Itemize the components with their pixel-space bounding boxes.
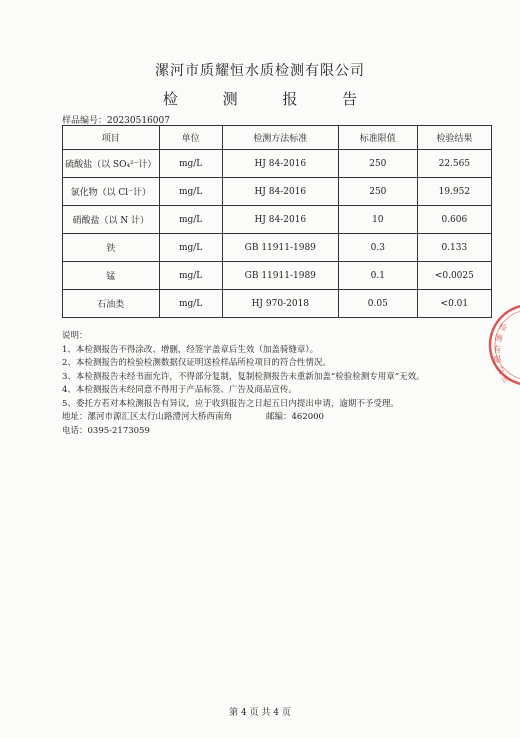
cell-result: 22.565 <box>417 150 491 178</box>
cell-item: 氯化物（以 Cl⁻计） <box>63 178 160 206</box>
note-item: 1、本检测报告不得涂改、增删，经签字盖章后生效（加盖骑缝章）。 <box>62 344 319 355</box>
cell-item: 硝酸盐（以 N 计） <box>63 206 160 234</box>
cell-limit: 0.3 <box>338 234 417 262</box>
cell-unit: mg/L <box>159 206 222 234</box>
report-title: 检 测 报 告 <box>162 90 378 108</box>
cell-method: HJ 84-2016 <box>222 150 338 178</box>
cell-method: HJ 970-2018 <box>222 290 338 318</box>
column-header-result: 检验结果 <box>417 126 491 150</box>
address-line <box>62 411 502 425</box>
cell-result: 0.606 <box>417 206 491 234</box>
postcode: 邮编：462000 <box>266 412 324 422</box>
phone: 电话：0395-2173059 <box>62 425 150 436</box>
svg-text:公: 公 <box>495 364 507 376</box>
cell-method: GB 11911-1989 <box>222 234 338 262</box>
note-item: 2、本检测报告的检验检测数据仅证明送检样品所检项目的符合性情况。 <box>62 358 331 368</box>
company-name: 漯河市质耀恒水质检测有限公司 <box>155 63 365 79</box>
column-header-item: 项目 <box>63 126 160 150</box>
cell-limit: 0.05 <box>338 290 417 318</box>
table-row <box>63 290 492 318</box>
svg-text:有: 有 <box>493 345 501 354</box>
cell-limit: 10 <box>338 206 417 234</box>
column-header-unit: 单位 <box>159 126 222 150</box>
cell-method: HJ 84-2016 <box>222 178 338 206</box>
cell-unit: mg/L <box>159 262 222 290</box>
page-number: 第 4 页 共 4 页 <box>229 708 291 718</box>
cell-unit: mg/L <box>159 150 222 178</box>
note-item: 5、委托方若对本检测报告有异议，应于收到报告之日起五日内提出申请，逾期不予受理。 <box>62 398 399 409</box>
cell-method: GB 11911-1989 <box>222 262 338 290</box>
note-item: 3、本检测报告未经书面允许，不得部分复制，复制检测报告未重新加盖“检验检测专用章”无效。 <box>62 371 425 382</box>
svg-text:限: 限 <box>492 354 503 365</box>
cell-unit: mg/L <box>159 178 222 206</box>
notes-section <box>62 330 502 438</box>
cell-item: 硫酸盐（以 SO₄²⁻计） <box>63 150 160 178</box>
table-row <box>63 262 492 290</box>
cell-unit: mg/L <box>159 234 222 262</box>
partial-seal-stamp <box>486 300 520 390</box>
column-header-limit: 标准限值 <box>338 126 417 150</box>
svg-text:检: 检 <box>497 321 509 334</box>
table-row <box>63 206 492 234</box>
cell-method: HJ 84-2016 <box>222 206 338 234</box>
table-row <box>63 150 492 178</box>
cell-item: 铁 <box>63 234 160 262</box>
sample-number: 样品编号：20230516007 <box>62 116 170 126</box>
cell-limit: 250 <box>338 178 417 206</box>
note-item: 4、本检测报告未经同意不得用于产品标签、广告及商品宣传。 <box>62 385 297 395</box>
cell-limit: 0.1 <box>338 262 417 290</box>
results-table <box>62 125 492 318</box>
svg-text:司: 司 <box>499 373 512 386</box>
notes-heading: 说明： <box>62 331 88 341</box>
cell-item: 锰 <box>63 262 160 290</box>
cell-result: 19.952 <box>417 178 491 206</box>
table-row <box>63 178 492 206</box>
cell-item: 石油类 <box>63 290 160 318</box>
svg-text:测: 测 <box>493 333 504 344</box>
column-header-method: 检测方法标准 <box>222 126 338 150</box>
cell-limit: 250 <box>338 150 417 178</box>
cell-result: <0.0025 <box>417 262 491 290</box>
cell-result: <0.01 <box>417 290 491 318</box>
table-header-row <box>63 126 492 150</box>
address: 地址：漯河市源汇区太行山路澧河大桥西南角 <box>62 412 233 422</box>
cell-unit: mg/L <box>159 290 222 318</box>
table-row <box>63 234 492 262</box>
cell-result: 0.133 <box>417 234 491 262</box>
